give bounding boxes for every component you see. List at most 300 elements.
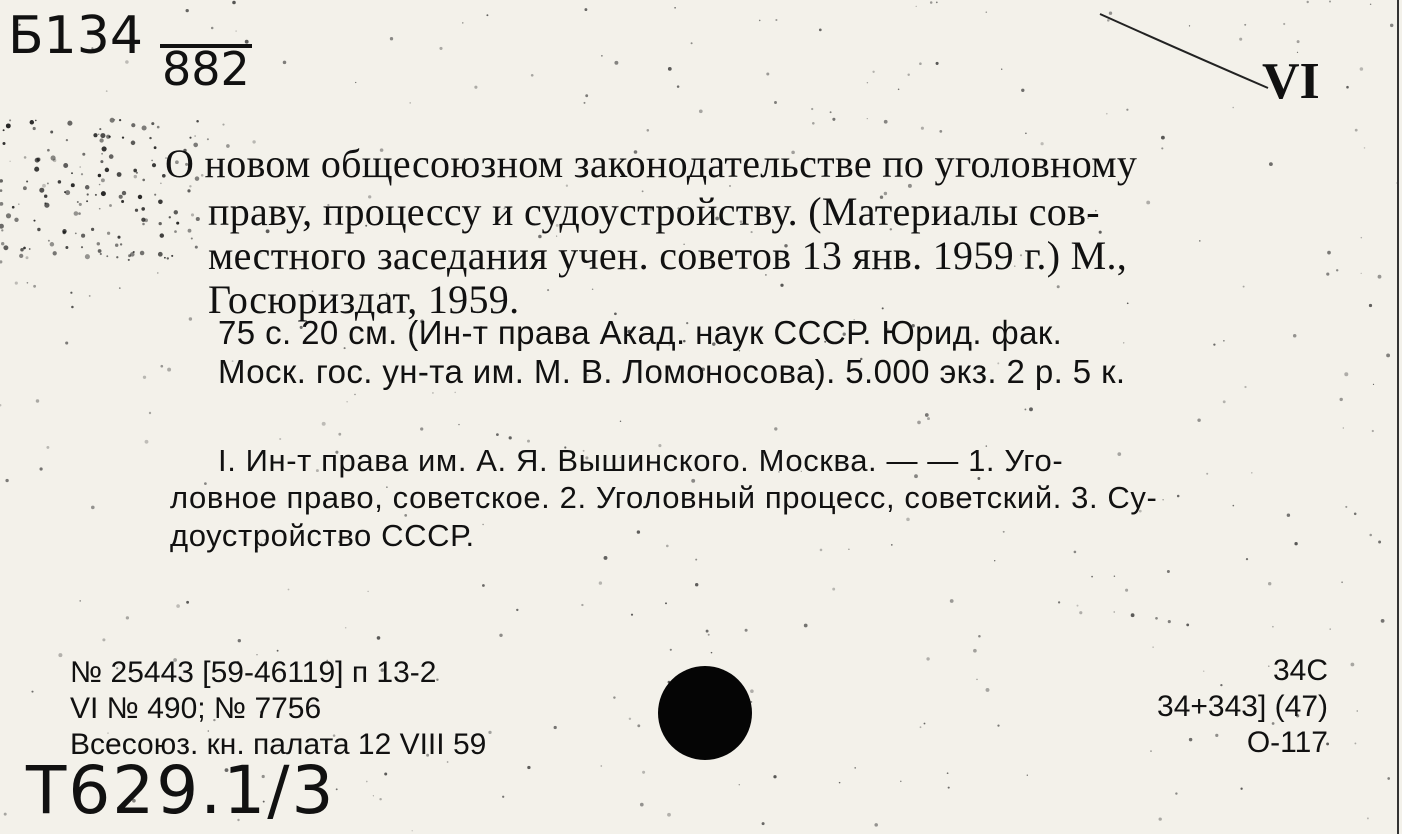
paper-speck: [58, 653, 62, 657]
smudge-speck: [14, 218, 18, 222]
paper-speck: [637, 724, 640, 727]
smudge-speck: [154, 146, 157, 149]
paper-speck: [516, 609, 518, 611]
smudge-speck: [191, 237, 193, 239]
paper-speck: [874, 823, 878, 827]
paper-speck: [832, 588, 835, 591]
smudge-speck: [133, 251, 135, 253]
paper-speck: [439, 47, 442, 50]
smudge-speck: [58, 180, 62, 184]
paper-speck: [222, 124, 224, 126]
paper-speck: [283, 61, 287, 65]
smudge-speck: [122, 136, 124, 138]
paper-speck: [665, 602, 667, 604]
paper-speck: [102, 638, 105, 641]
smudge-speck: [174, 210, 178, 214]
paper-speck: [176, 604, 180, 608]
paper-speck: [976, 679, 978, 681]
smudge-speck: [53, 251, 57, 255]
paper-speck: [1341, 581, 1343, 583]
paper-speck: [432, 392, 434, 394]
paper-speck: [409, 102, 411, 104]
paper-speck: [1354, 513, 1357, 516]
paper-speck: [367, 591, 368, 592]
smudge-speck: [91, 228, 94, 231]
footer-right-line: О-117: [1246, 726, 1328, 759]
paper-speck: [531, 74, 534, 77]
paper-speck: [1387, 777, 1390, 780]
smudge-speck: [110, 118, 115, 123]
smudge-speck: [159, 222, 162, 225]
smudge-speck: [82, 153, 85, 156]
smudge-speck: [140, 251, 145, 256]
paper-speck: [1272, 626, 1274, 628]
smudge-speck: [138, 195, 142, 199]
paper-speck: [454, 392, 456, 394]
paper-speck: [1159, 817, 1162, 820]
paper-speck: [1369, 534, 1372, 537]
paper-speck: [1367, 817, 1369, 819]
paper-speck: [774, 427, 777, 430]
paper-speck: [1344, 372, 1348, 376]
smudge-speck: [142, 179, 145, 182]
smudge-speck: [93, 133, 97, 137]
paper-speck: [390, 37, 393, 40]
smudge-speck: [47, 182, 49, 184]
paper-speck: [917, 421, 921, 425]
smudge-speck: [66, 139, 68, 141]
paper-speck: [1360, 67, 1364, 71]
paper-speck: [907, 73, 909, 75]
smudge-speck: [102, 146, 107, 151]
smudge-speck: [136, 172, 138, 174]
smudge-speck: [79, 203, 82, 206]
smudge-speck: [135, 209, 138, 212]
smudge-speck: [97, 242, 100, 245]
smudge-speck: [77, 201, 79, 203]
paper-speck: [1223, 400, 1226, 403]
paper-speck: [119, 287, 121, 289]
paper-speck: [1297, 40, 1300, 43]
paper-speck: [420, 427, 423, 430]
smudge-speck: [109, 136, 111, 138]
paper-speck: [592, 288, 594, 290]
smudge-speck: [48, 240, 50, 242]
smudge-speck: [6, 213, 11, 218]
paper-speck: [930, 1, 933, 4]
smudge-speck: [122, 191, 126, 195]
smudge-speck: [128, 259, 130, 261]
paper-speck: [1239, 38, 1242, 41]
collation-line: Моск. гос. ун-та им. М. В. Ломоносова). 5.000 экз. 2 р. 5 к.: [218, 353, 1126, 390]
smudge-speck: [51, 155, 56, 160]
paper-speck: [1155, 617, 1158, 620]
paper-speck: [867, 82, 868, 83]
paper-speck: [666, 545, 669, 548]
paper-speck: [1161, 136, 1165, 140]
paper-speck: [134, 175, 137, 178]
paper-speck: [167, 368, 171, 372]
paper-speck: [462, 22, 463, 23]
paper-speck: [232, 1, 236, 5]
paper-speck: [1114, 611, 1115, 612]
smudge-speck: [26, 180, 28, 182]
paper-speck: [948, 787, 950, 789]
paper-speck: [1246, 558, 1248, 560]
smudge-speck: [119, 195, 123, 199]
paper-speck: [65, 341, 68, 344]
smudge-speck: [34, 167, 39, 172]
smudge-speck: [100, 160, 103, 163]
paper-speck: [288, 589, 290, 591]
paper-speck: [1327, 251, 1331, 255]
paper-speck: [926, 657, 929, 660]
paper-speck: [547, 289, 549, 291]
smudge-speck: [189, 137, 191, 139]
smudge-speck: [74, 211, 79, 216]
paper-speck: [832, 118, 835, 121]
paper-speck: [584, 102, 586, 104]
subject-line: I. Ин-т права им. А. Я. Вышинского. Москва. — — 1. Уго-: [218, 443, 1064, 478]
paper-speck: [1339, 398, 1342, 401]
smudge-speck: [87, 193, 89, 195]
smudge-speck: [81, 173, 83, 175]
paper-speck: [867, 118, 868, 119]
paper-speck: [670, 649, 672, 651]
paper-speck: [921, 127, 924, 130]
paper-speck: [79, 600, 81, 602]
smudge-speck: [174, 230, 177, 233]
smudge-speck: [101, 178, 105, 182]
footer-right-line: 34С: [1272, 654, 1328, 687]
paper-speck: [927, 417, 930, 420]
paper-speck: [804, 624, 808, 628]
paper-speck: [916, 6, 917, 7]
smudge-speck: [120, 243, 122, 245]
smudge-speck: [100, 253, 102, 255]
paper-speck: [33, 127, 36, 130]
paper-speck: [1240, 788, 1242, 790]
smudge-speck: [98, 174, 101, 177]
smudge-speck: [81, 246, 83, 248]
smudge-speck: [142, 223, 145, 226]
paper-speck: [819, 29, 822, 32]
smudge-speck: [117, 236, 120, 239]
smudge-speck: [169, 216, 171, 218]
paper-speck: [1167, 570, 1170, 573]
paper-speck: [882, 307, 884, 309]
paper-speck: [346, 401, 347, 402]
paper-speck: [706, 630, 709, 633]
paper-speck: [1373, 384, 1374, 385]
handwritten-code-sub: 882: [162, 42, 250, 96]
smudge-speck: [119, 119, 121, 121]
paper-speck: [695, 583, 698, 586]
paper-speck: [412, 830, 413, 831]
paper-speck: [1293, 334, 1297, 338]
paper-speck: [1189, 25, 1190, 26]
paper-speck: [1109, 12, 1112, 15]
paper-speck: [1106, 113, 1108, 115]
smudge-speck: [106, 255, 108, 257]
paper-speck: [780, 284, 783, 287]
paper-speck: [1386, 353, 1390, 357]
paper-speck: [338, 433, 341, 436]
paper-speck: [70, 292, 72, 294]
paper-speck: [1232, 107, 1234, 109]
smudge-speck: [196, 120, 199, 123]
footer-left-line: № 25443 [59-46119] п 13-2: [70, 656, 437, 689]
paper-speck: [91, 506, 95, 510]
paper-speck: [601, 55, 602, 56]
paper-speck: [1029, 407, 1033, 411]
smudge-speck: [1, 229, 3, 231]
paper-speck: [631, 614, 633, 616]
paper-speck: [1186, 624, 1189, 627]
paper-speck: [354, 394, 355, 395]
smudge-speck: [50, 131, 53, 134]
paper-speck: [482, 584, 485, 587]
paper-speck: [1079, 611, 1082, 614]
paper-speck: [1123, 342, 1124, 343]
smudge-speck: [29, 248, 31, 250]
paper-speck: [502, 796, 504, 798]
paper-speck: [997, 725, 999, 727]
paper-speck: [509, 436, 512, 439]
paper-speck: [126, 616, 129, 619]
paper-speck: [1390, 24, 1393, 27]
smudge-speck: [9, 119, 11, 121]
smudge-speck: [85, 254, 90, 259]
paper-speck: [15, 282, 18, 285]
paper-speck: [695, 559, 697, 561]
smudge-speck: [39, 188, 44, 193]
paper-speck: [186, 601, 189, 604]
smudge-speck: [44, 202, 46, 204]
paper-speck: [759, 20, 761, 22]
paper-speck: [1206, 473, 1208, 475]
paper-speck: [160, 183, 162, 185]
paper-speck: [46, 446, 49, 449]
paper-speck: [854, 767, 856, 769]
smudge-speck: [188, 229, 192, 233]
paper-speck: [848, 549, 850, 551]
smudge-speck: [23, 247, 26, 250]
smudge-speck: [62, 229, 66, 233]
paper-speck: [98, 134, 99, 135]
paper-speck: [614, 61, 618, 65]
paper-speck: [106, 90, 108, 92]
paper-speck: [584, 8, 587, 11]
paper-speck: [277, 650, 279, 652]
smudge-speck: [0, 189, 2, 192]
paper-speck: [739, 784, 740, 785]
paper-speck: [925, 413, 929, 417]
paper-speck: [143, 376, 146, 379]
paper-speck: [750, 689, 754, 693]
paper-speck: [1074, 551, 1077, 554]
smudge-speck: [176, 222, 179, 225]
paper-speck: [499, 634, 502, 637]
smudge-speck: [85, 185, 90, 190]
smudge-speck: [3, 129, 5, 131]
paper-speck: [766, 73, 769, 76]
paper-speck: [1058, 601, 1060, 603]
title-line: праву, процессу и судоустройству. (Материалы сов-: [208, 189, 1100, 234]
smudge-speck: [109, 204, 112, 207]
paper-speck: [1294, 542, 1297, 545]
smudge-speck: [99, 128, 101, 130]
card-punch-hole: [658, 666, 752, 760]
paper-speck: [336, 788, 338, 790]
paper-speck: [79, 166, 81, 168]
paper-speck: [762, 822, 765, 825]
paper-speck: [1329, 0, 1331, 2]
paper-speck: [1223, 340, 1225, 342]
paper-speck: [642, 771, 645, 774]
paper-speck: [973, 649, 977, 653]
paper-speck: [186, 9, 189, 12]
paper-speck: [71, 306, 74, 309]
paper-speck: [812, 122, 815, 125]
smudge-speck: [99, 208, 101, 210]
paper-speck: [1357, 710, 1358, 711]
smudge-speck: [171, 255, 173, 257]
smudge-speck: [81, 234, 85, 238]
paper-speck: [1126, 109, 1128, 111]
paper-speck: [1025, 133, 1027, 135]
smudge-speck: [141, 207, 145, 211]
smudge-speck: [196, 217, 200, 221]
section-mark: VI: [1262, 53, 1320, 110]
smudge-speck: [47, 149, 50, 152]
scratch-mark: [1100, 14, 1268, 88]
smudge-speck: [95, 194, 97, 196]
paper-speck: [667, 813, 671, 817]
smudge-speck: [154, 194, 156, 196]
smudge-speck: [65, 190, 70, 195]
paper-speck: [78, 212, 81, 215]
paper-speck: [1370, 4, 1371, 5]
paper-speck: [811, 108, 813, 110]
smudge-speck: [121, 200, 124, 203]
paper-speck: [919, 62, 922, 65]
paper-speck: [939, 130, 942, 133]
smudge-speck: [142, 125, 147, 130]
paper-speck: [1146, 201, 1150, 205]
paper-speck: [1027, 775, 1028, 776]
smudge-speck: [20, 248, 24, 252]
paper-speck: [1326, 273, 1329, 276]
smudge-speck: [164, 257, 166, 259]
paper-speck: [691, 42, 693, 44]
paper-speck: [194, 135, 196, 137]
footer-left-line: VI № 490; № 7756: [70, 692, 322, 725]
paper-speck: [167, 257, 169, 259]
paper-speck: [4, 813, 7, 816]
paper-speck: [830, 111, 832, 113]
paper-speck: [0, 404, 1, 406]
paper-speck: [900, 781, 901, 782]
paper-speck: [936, 2, 938, 4]
title-line: Госюриздат, 1959.: [208, 277, 520, 322]
paper-speck: [195, 246, 198, 249]
smudge-speck: [187, 189, 190, 192]
collation-line: 75 с. 20 см. (Ин-т права Акад. наук СССР. Юрид. фак.: [218, 314, 1063, 351]
smudge-speck: [0, 179, 3, 183]
paper-speck: [1343, 427, 1344, 428]
paper-speck: [474, 86, 477, 89]
smudge-speck: [151, 160, 153, 162]
paper-speck: [149, 412, 151, 414]
paper-speck: [604, 556, 608, 560]
title-line: местного заседания учен. советов 13 янв. 1959 г.) М.,: [208, 233, 1128, 278]
smudge-speck: [101, 191, 106, 196]
smudge-speck: [133, 169, 137, 173]
paper-speck: [211, 27, 214, 30]
paper-speck: [9, 161, 10, 162]
paper-speck: [355, 82, 356, 83]
paper-speck: [1346, 86, 1349, 89]
smudge-speck: [12, 206, 15, 209]
paper-speck: [373, 795, 374, 796]
paper-speck: [581, 604, 583, 606]
paper-speck: [647, 129, 650, 132]
smudge-speck: [157, 126, 160, 129]
subject-line: ловное право, советское. 2. Уголовный процесс, советский. 3. Су-: [170, 480, 1158, 515]
paper-speck: [366, 781, 368, 783]
paper-speck: [924, 723, 926, 725]
smudge-speck: [98, 249, 102, 253]
paper-speck: [1233, 505, 1235, 507]
paper-speck: [978, 635, 981, 638]
smudge-speck: [131, 123, 135, 127]
paper-speck: [1057, 285, 1060, 288]
paper-speck: [31, 691, 33, 693]
paper-speck: [1199, 240, 1201, 242]
paper-speck: [42, 184, 46, 188]
paper-speck: [377, 636, 381, 640]
paper-speck: [613, 696, 615, 698]
title-line: О новом общесоюзном законодательстве по уголовному: [165, 141, 1138, 186]
paper-speck: [629, 718, 631, 720]
paper-speck: [820, 549, 823, 552]
paper-speck: [322, 422, 326, 426]
handwritten-shelf-code: [8, 6, 143, 66]
smudge-speck: [50, 242, 54, 246]
paper-speck: [1378, 275, 1382, 279]
paper-speck: [947, 772, 949, 774]
paper-speck: [145, 440, 149, 444]
paper-speck: [1197, 418, 1200, 421]
paper-speck: [27, 282, 29, 284]
smudge-speck: [99, 138, 103, 142]
smudge-speck: [109, 154, 114, 159]
paper-speck: [920, 726, 922, 728]
smudge-speck: [30, 120, 34, 124]
smudge-speck: [116, 256, 118, 258]
paper-speck: [89, 295, 91, 297]
paper-speck: [1077, 605, 1079, 607]
paper-speck: [640, 803, 644, 807]
smudge-speck: [107, 232, 110, 235]
smudge-speck: [131, 141, 136, 146]
paper-speck: [674, 7, 676, 9]
paper-speck: [1244, 24, 1246, 26]
handwritten-code-main: Б134: [8, 6, 143, 66]
paper-speck: [1114, 575, 1115, 576]
paper-speck: [1107, 19, 1110, 22]
